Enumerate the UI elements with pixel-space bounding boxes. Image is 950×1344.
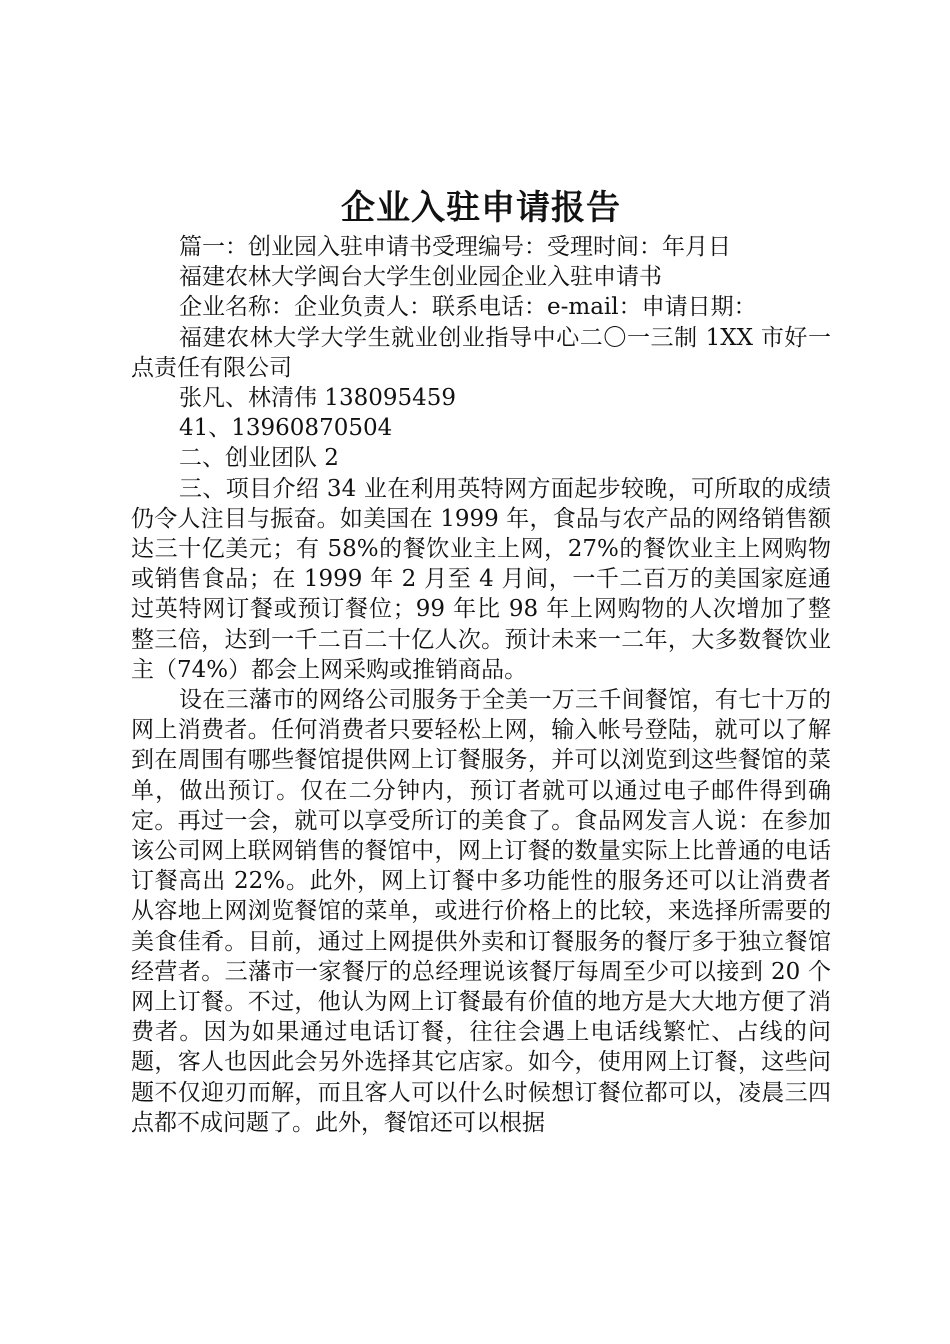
paragraph-project-intro: 三、项目介绍 34 业在利用英特网方面起步较晚，可所取的成绩仍令人注目与振奋。如美国在 1999 年，食品与农产品的网络销售额达三十亿美元；有 58%的餐饮业主上网，27%的餐饮业主上网购物或销售食品；在 1999 年 2 月至 4 月间，一千二百万的美国家庭通过英特网订餐或预订餐位；99 年比 98 年上网购物的人次增加了整整三倍，达到一千二百二十亿人次。预计未来一二年，大多数餐饮业主（74%）都会上网采购或推销商品。 xyxy=(131,475,831,683)
paragraph-form-title: 福建农林大学闽台大学生创业园企业入驻申请书 xyxy=(179,264,662,291)
paragraph-issuer-company: 福建农林大学大学生就业创业指导中心二〇一三制 1XX 市好一点责任有限公司 xyxy=(131,324,831,381)
paragraph-contacts: 张凡、林清伟 138095459 xyxy=(179,385,457,412)
document-page xyxy=(131,186,831,1138)
document-title: 企业入驻申请报告 xyxy=(341,188,621,228)
paragraph-sf-network: 设在三藩市的网络公司服务于全美一万三千间餐馆，有七十万的网上消费者。任何消费者只要轻松上网，输入帐号登陆，就可以了解到在周围有哪些餐馆提供网上订餐服务，并可以浏览到这些餐馆的菜单，做出预订。仅在二分钟内，预订者就可以通过电子邮件得到确定。再过一会，就可以享受所订的美食了。食品网发言人说：在参加该公司网上联网销售的餐馆中，网上订餐的数量实际上比普通的电话订餐高出 22%。此外，网上订餐中多功能性的服务还可以让消费者从容地上网浏览餐馆的菜单，或进行价格上的比较，来选择所需要的美食佳肴。目前，通过上网提供外卖和订餐服务的餐厅多于独立餐馆经营者。三藩市一家餐厅的总经理说该餐厅每周至少可以接到 20 个网上订餐。不过，他认为网上订餐最有价值的地方是大大地方便了消费者。因为如果通过电话订餐，往往会遇上电话线繁忙、占线的问题，客人也因此会另外选择其它店家。如今，使用网上订餐，这些问题不仅迎刃而解，而且客人可以什么时候想订餐位都可以，凌晨三四点都不成问题了。此外，餐馆还可以根据 xyxy=(131,687,831,1136)
paragraph-team-heading: 二、创业团队 2 xyxy=(179,445,339,472)
paragraph-header-line: 篇一：创业园入驻申请书受理编号：受理时间：年月日 xyxy=(179,234,731,260)
paragraph-phone: 41、13960870504 xyxy=(179,415,393,442)
paragraph-form-fields: 企业名称：企业负责人：联系电话：e-mail：申请日期： xyxy=(179,294,757,321)
